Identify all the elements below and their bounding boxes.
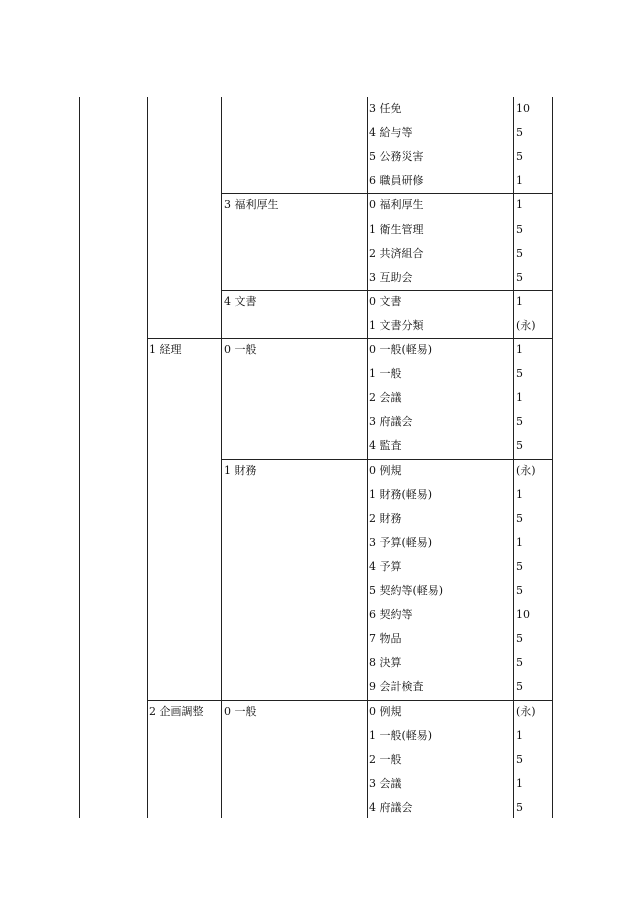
table-cell-c4: 5 公務災害 [369, 150, 424, 163]
group-divider [221, 459, 552, 460]
table-cell-c4: 2 一般 [369, 753, 402, 766]
column-rule-6 [552, 97, 553, 818]
table-cell-c5: 1 [516, 198, 523, 211]
table-cell-c5: 1 [516, 536, 523, 549]
table-cell-c5: 1 [516, 295, 523, 308]
table-cell-c4: 4 府議会 [369, 801, 413, 814]
table-cell-c4: 3 府議会 [369, 415, 413, 428]
table-cell-c4: 3 任免 [369, 102, 402, 115]
table-cell-c5: 5 [516, 584, 523, 597]
table-cell-c4: 2 財務 [369, 512, 402, 525]
table-cell-c4: 2 会議 [369, 391, 402, 404]
table-cell-c5: 5 [516, 367, 523, 380]
table-cell-c5: 5 [516, 512, 523, 525]
group-divider [221, 193, 552, 194]
table-cell-c2: 2 企画調整 [149, 705, 204, 718]
table-cell-c4: 0 例規 [369, 705, 402, 718]
table-cell-c4: 4 給与等 [369, 126, 413, 139]
table-cell-c5: 5 [516, 632, 523, 645]
table-cell-c4: 0 福利厚生 [369, 198, 424, 211]
table-cell-c4: 6 職員研修 [369, 174, 424, 187]
table-cell-c4: 0 文書 [369, 295, 402, 308]
table-cell-c5: 5 [516, 247, 523, 260]
table-cell-c5: 10 [516, 608, 530, 621]
column-rule-4 [367, 97, 368, 818]
table-cell-c5: 1 [516, 343, 523, 356]
table-cell-c5: 1 [516, 729, 523, 742]
table-cell-c5: 5 [516, 271, 523, 284]
table-cell-c4: 3 会議 [369, 777, 402, 790]
table-cell-c4: 8 決算 [369, 656, 402, 669]
table-cell-c3: 0 一般 [224, 343, 257, 356]
table-cell-c4: 1 一般 [369, 367, 402, 380]
table-cell-c3: 4 文書 [224, 295, 257, 308]
table-cell-c5: 5 [516, 415, 523, 428]
table-cell-c4: 3 予算(軽易) [369, 536, 433, 549]
table-cell-c5: 1 [516, 391, 523, 404]
table-cell-c4: 1 財務(軽易) [369, 488, 433, 501]
column-rule-1 [79, 97, 80, 818]
table-cell-c4: 2 共済組合 [369, 247, 424, 260]
table-cell-c4: 5 契約等(軽易) [369, 584, 444, 597]
table-cell-c5: 5 [516, 801, 523, 814]
table-cell-c5: 5 [516, 680, 523, 693]
table-cell-c4: 6 契約等 [369, 608, 413, 621]
table-cell-c5: 5 [516, 560, 523, 573]
table-cell-c3: 0 一般 [224, 705, 257, 718]
column-rule-3 [221, 97, 222, 818]
group-divider [147, 338, 552, 339]
table-cell-c4: 1 一般(軽易) [369, 729, 433, 742]
group-divider [147, 700, 552, 701]
column-rule-5 [513, 97, 514, 818]
table-cell-c5: 10 [516, 102, 530, 115]
group-divider [221, 290, 552, 291]
table-cell-c5: (永) [516, 319, 536, 332]
table-cell-c4: 1 文書分類 [369, 319, 424, 332]
table-cell-c4: 4 監査 [369, 439, 402, 452]
table-cell-c5: 1 [516, 174, 523, 187]
table-cell-c4: 0 例規 [369, 464, 402, 477]
table-cell-c4: 3 互助会 [369, 271, 413, 284]
table-cell-c4: 7 物品 [369, 632, 402, 645]
table-cell-c5: 1 [516, 777, 523, 790]
table-cell-c5: (永) [516, 705, 536, 718]
table-cell-c5: (永) [516, 464, 536, 477]
table-cell-c5: 5 [516, 150, 523, 163]
table-cell-c5: 5 [516, 126, 523, 139]
column-rule-2 [147, 97, 148, 818]
table-cell-c4: 1 衛生管理 [369, 223, 424, 236]
table-cell-c4: 4 予算 [369, 560, 402, 573]
table-cell-c4: 9 会計検査 [369, 680, 424, 693]
table-cell-c2: 1 経理 [149, 343, 182, 356]
table-cell-c3: 1 財務 [224, 464, 257, 477]
table-cell-c5: 5 [516, 439, 523, 452]
table-cell-c4: 0 一般(軽易) [369, 343, 433, 356]
table-cell-c5: 5 [516, 753, 523, 766]
table-cell-c5: 1 [516, 488, 523, 501]
table-cell-c5: 5 [516, 656, 523, 669]
table-cell-c3: 3 福利厚生 [224, 198, 279, 211]
table-cell-c5: 5 [516, 223, 523, 236]
